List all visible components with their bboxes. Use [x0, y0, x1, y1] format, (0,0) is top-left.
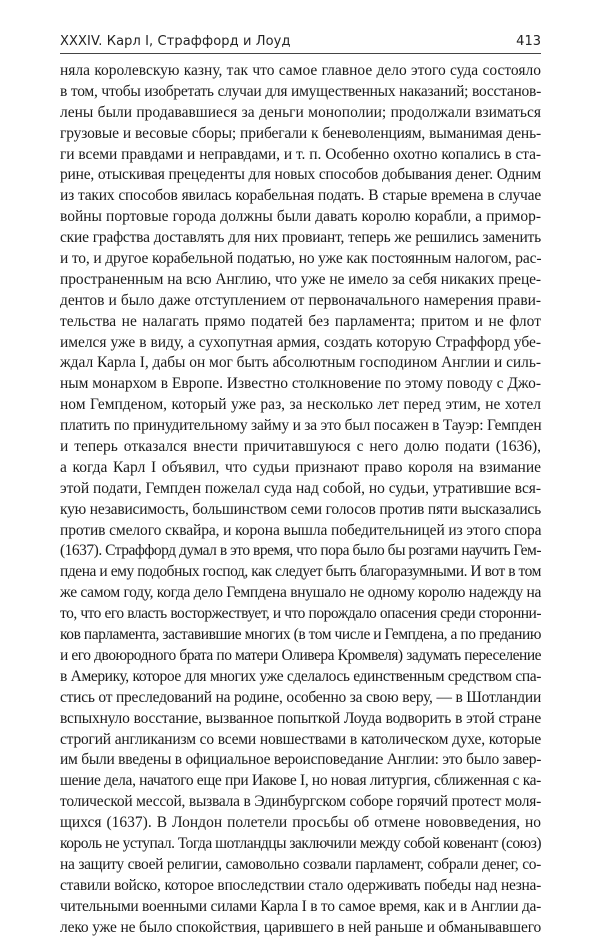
text-line: леко уже не было спокойствия, царившего в ней раньше и обманывавшего: [60, 918, 542, 936]
text-line: войны портовые города должны были давать королю корабли, а примор-: [60, 208, 541, 226]
text-line: в Америку, которое для многих уже сделалось единственным средством спа-: [60, 667, 541, 685]
text-line: то, что его власть восторжествует, и что порождало опасения среди сторонни-: [60, 605, 541, 623]
text-line: лены были продававшиеся за деньги монополии; продолжали взиматься: [60, 103, 541, 121]
text-line: ном Гемпденом, который уже раз, за несколько лет перед этим, не хотел: [60, 396, 541, 414]
text-line: платить по принудительному займу и за это был посажен в Тауэр: Гемпден: [60, 417, 542, 435]
running-head: [60, 34, 541, 54]
book-page: [60, 34, 541, 938]
text-line: и его двоюродного брата по матери Оливера Кромвеля) задумать переселение: [60, 646, 541, 664]
text-line: строгий англиканизм со всеми новшествами в католическом духе, которые: [60, 730, 541, 748]
text-line: а когда Карл I объявил, что судьи признают право короля на взимание: [60, 458, 541, 476]
text-line: тельства не налагать прямо податей без парламента; притом и не флот: [60, 312, 541, 330]
text-line: пространенным на всю Англию, что уже не имело за себя никаких преце-: [60, 270, 541, 288]
text-line: няла королевскую казну, так что самое главное дело этого суда состояло: [60, 62, 541, 79]
text-line: в том, чтобы изобретать случаи для имущественных наказаний; восстанов-: [60, 82, 541, 100]
text-line: щихся (1637). В Лондон полетели просьбы об отмене нововведения, но: [60, 814, 541, 832]
text-line: ские графства доставлять для них провиант, теперь же решились заменить: [60, 229, 541, 247]
text-line: пдена и ему подобных господ, как следует быть благоразумными. И вот в том: [60, 563, 541, 581]
text-line: из таких способов явилась корабельная подать. В старые времена в случае: [60, 187, 541, 205]
text-line: ков парламента, заставившие многих (в том числе и Гемпдена, а по преданию: [60, 626, 541, 644]
text-line: им были введены в официальное вероисповедание Англии: это было завер-: [60, 751, 542, 769]
text-line: ставили войско, которое впоследствии стало одерживать победы над незна-: [60, 876, 541, 894]
text-line: ги всеми правдами и неправдами, и т. п. Особенно охотно копались в ста-: [60, 145, 541, 163]
text-line: чительными военными силами Карла I в то самое время, как и в Англии да-: [60, 897, 541, 915]
text-line: грузовые и весовые сборы; прибегали к беневоленциям, выманимая день-: [60, 124, 541, 142]
text-line: (1637). Страффорд думал в это время, что пора было бы розгами научить Гем-: [60, 542, 541, 560]
text-line: против смелого сквайра, и корона вышла победительницей из этого спора: [60, 521, 542, 539]
text-line: и теперь отказался внести причитавшуюся с него долю подати (1636),: [60, 438, 541, 456]
text-line: стись от преследований на родине, особенно за свою веру, — в Шотландии: [60, 688, 541, 706]
text-line: шение дела, начатого еще при Иакове I, но новая литургия, сближенная с ка-: [60, 772, 541, 790]
text-line: дентов и было даже отступлением от первоначального намерения прави-: [60, 291, 541, 309]
text-line: рине, отыскивая прецеденты для новых способов добывания денег. Одним: [60, 166, 541, 184]
text-line: кую независимость, большинством семи голосов против пяти высказались: [60, 500, 541, 518]
text-line: этой подати, Гемпден пожелал суда над собой, но судьи, утратившие вся-: [60, 479, 541, 497]
text-line: имелся уже в виду, а сухопутная армия, создать которую Страффорд убе-: [60, 333, 541, 351]
text-line: и то, и другое корабельной податью, но уже как постоянным налогом, рас-: [60, 250, 542, 268]
text-line: на защиту своей религии, самовольно созвали парламент, собрали денег, со-: [60, 855, 541, 873]
chapter-title: XXXIV. Карл I, Страффорд и Лоуд: [60, 34, 291, 49]
body-text: [60, 61, 541, 938]
text-line: король не уступал. Тогда шотландцы заключили между собой ковенант (союз): [60, 834, 541, 852]
text-line: ждал Карла I, дабы он мог быть абсолютным господином Англии и силь-: [60, 354, 541, 372]
text-line: вспыхнуло восстание, вызванное попыткой Лоуда водворить в этой стране: [60, 709, 541, 727]
text-line: ным монархом в Европе. Известно столкновение по этому поводу с Джо-: [60, 375, 541, 393]
text-line: же самом году, когда дело Гемпдена внушало не одному королю надежду на: [60, 584, 542, 602]
text-line: толической мессой, вызвала в Эдинбургском соборе горячий протест моля-: [60, 793, 541, 811]
page-number: 413: [516, 34, 541, 49]
